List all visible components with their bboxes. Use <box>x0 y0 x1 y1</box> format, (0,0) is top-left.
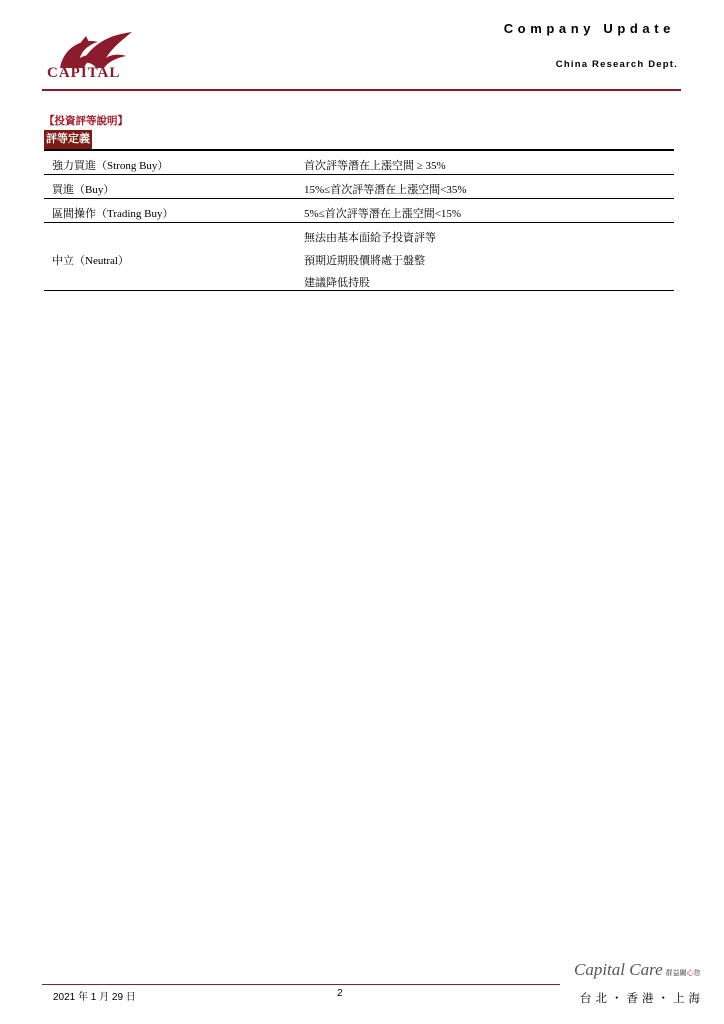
rating-name: 買進（Buy） <box>52 183 115 196</box>
logo-wordmark: CAPITAL <box>47 65 121 81</box>
table-row <box>44 151 674 175</box>
header-divider <box>42 89 681 91</box>
rating-name: 區間操作（Trading Buy） <box>52 207 174 220</box>
brand-name: Capital Care <box>574 960 663 979</box>
rating-definition: 15%≤首次評等潛在上漲空間<35% <box>304 183 467 196</box>
department-label: China Research Dept. <box>555 59 678 70</box>
brand-heart-glyph: 心 <box>686 969 694 977</box>
report-date: 2021 年 1 月 29 日 <box>53 992 136 1003</box>
rating-definition: 無法由基本面給予投資評等 <box>304 231 436 244</box>
rating-definition: 首次評等潛在上漲空間 ≥ 35% <box>304 159 446 172</box>
rating-name: 強力買進（Strong Buy） <box>52 159 169 172</box>
section-tag: 評等定義 <box>44 130 92 149</box>
brand-cn-text-end: 您 <box>693 969 701 977</box>
brand-cn-text: 群益關 <box>665 969 687 977</box>
section-title: 【投資評等說明】 <box>44 116 128 127</box>
page-number: 2 <box>337 988 343 999</box>
office-cities: 台北・香港・上海 <box>580 991 704 1005</box>
table-row <box>44 223 674 291</box>
table-row <box>44 175 674 199</box>
table-row <box>44 199 674 223</box>
footer-divider <box>42 984 560 985</box>
rating-definition: 建議降低持股 <box>304 276 370 289</box>
rating-name: 中立（Neutral） <box>52 254 129 267</box>
rating-definition: 預期近期股價將處于盤整 <box>304 254 425 267</box>
document-type: Company Update <box>503 21 675 36</box>
rating-definition-table <box>44 149 674 291</box>
capital-care-logo <box>574 960 701 980</box>
rating-definition: 5%≤首次評等潛在上漲空間<15% <box>304 207 462 220</box>
